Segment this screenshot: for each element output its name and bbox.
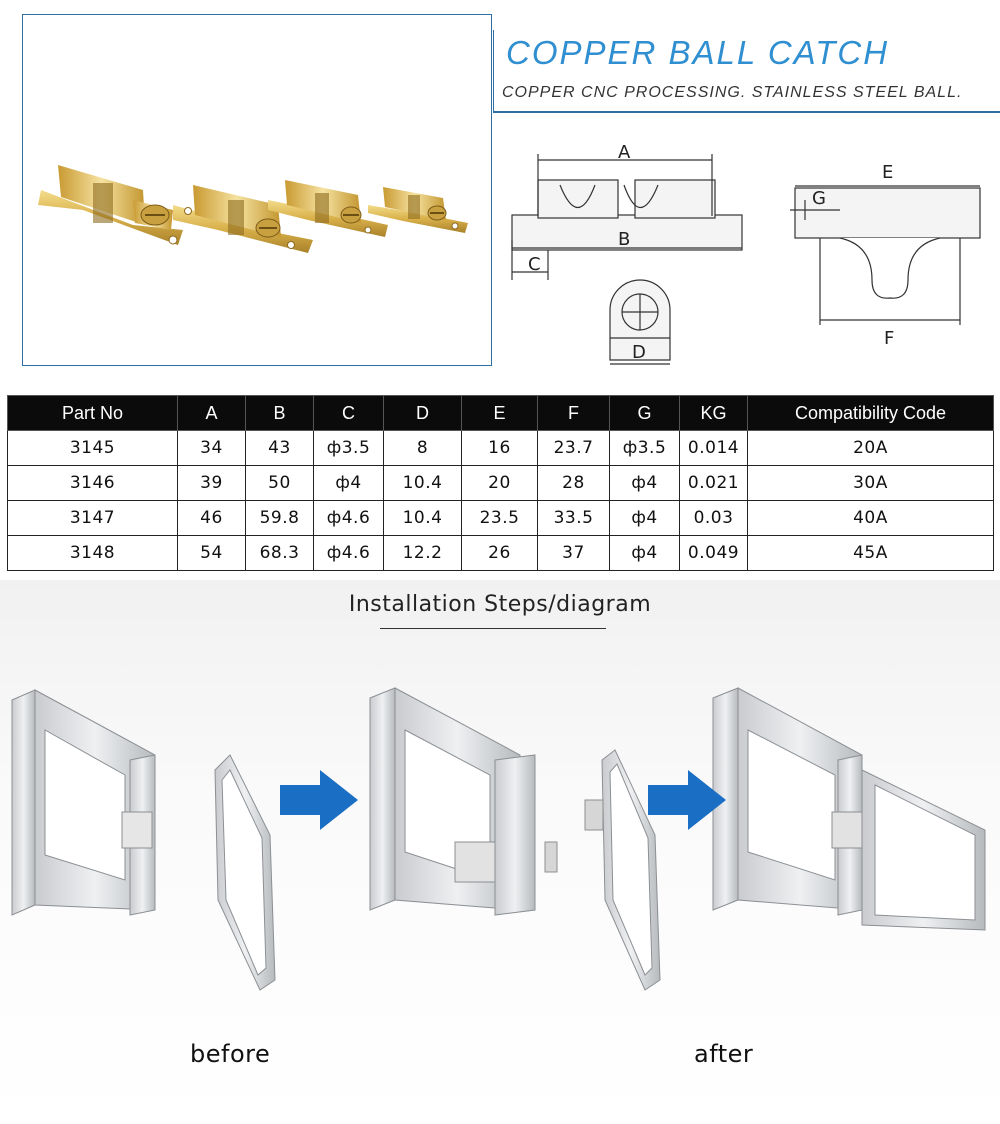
cell-compatibility-code: 40A (748, 501, 994, 536)
table-row (8, 431, 994, 466)
title-underline (493, 111, 1000, 113)
cell-b: 68.3 (246, 536, 314, 571)
dim-label-g: G (812, 188, 826, 209)
header-a: A (178, 396, 246, 431)
cell-e: 16 (462, 431, 538, 466)
aluminium-frame-step1 (12, 690, 155, 915)
cell-c: ф3.5 (314, 431, 384, 466)
door-panel-step1 (215, 755, 275, 990)
cell-b: 59.8 (246, 501, 314, 536)
dim-label-a: A (618, 142, 631, 163)
product-title: COPPER BALL CATCH (506, 34, 890, 71)
cell-kg: 0.021 (680, 466, 748, 501)
spec-table (7, 395, 994, 571)
cell-c: ф4 (314, 466, 384, 501)
cell-compatibility-code: 20A (748, 431, 994, 466)
cell-a: 46 (178, 501, 246, 536)
cell-d: 12.2 (384, 536, 462, 571)
cell-part-no: 3148 (8, 536, 178, 571)
header-e: E (462, 396, 538, 431)
title-divider-vertical (493, 30, 494, 112)
cell-g: ф4 (610, 536, 680, 571)
table-row (8, 501, 994, 536)
table-row (8, 536, 994, 571)
cell-d: 10.4 (384, 466, 462, 501)
header-compatibility-code: Compatibility Code (748, 396, 994, 431)
cell-part-no: 3147 (8, 501, 178, 536)
cell-kg: 0.049 (680, 536, 748, 571)
header-g: G (610, 396, 680, 431)
cell-g: ф4 (610, 501, 680, 536)
arrow-step1 (280, 770, 358, 830)
header-part-no: Part No (8, 396, 178, 431)
caption-before: before (190, 1040, 271, 1068)
dim-label-f: F (884, 328, 895, 349)
dim-label-e: E (882, 162, 894, 183)
cell-a: 39 (178, 466, 246, 501)
door-panel-step2 (545, 750, 660, 990)
header-d: D (384, 396, 462, 431)
header-kg: KG (680, 396, 748, 431)
cell-g: ф4 (610, 466, 680, 501)
installation-title: Installation Steps/diagram (348, 592, 652, 617)
spec-table-header-row (8, 396, 994, 431)
cell-e: 20 (462, 466, 538, 501)
cell-a: 54 (178, 536, 246, 571)
aluminium-frame-step2 (370, 688, 535, 915)
side-view-drawing (512, 154, 742, 280)
cell-g: ф3.5 (610, 431, 680, 466)
cell-e: 23.5 (462, 501, 538, 536)
product-header-section (0, 0, 1000, 380)
header-f: F (538, 396, 610, 431)
cell-e: 26 (462, 536, 538, 571)
cell-part-no: 3145 (8, 431, 178, 466)
cell-d: 8 (384, 431, 462, 466)
cell-c: ф4.6 (314, 501, 384, 536)
cell-f: 23.7 (538, 431, 610, 466)
header-c: C (314, 396, 384, 431)
dim-label-d: D (632, 342, 646, 363)
cell-compatibility-code: 45A (748, 536, 994, 571)
cell-b: 50 (246, 466, 314, 501)
dimension-drawings (500, 120, 1000, 380)
cell-f: 28 (538, 466, 610, 501)
cell-kg: 0.014 (680, 431, 748, 466)
table-row (8, 466, 994, 501)
cell-c: ф4.6 (314, 536, 384, 571)
brass-catches-photo (23, 15, 492, 366)
cell-f: 37 (538, 536, 610, 571)
dim-label-b: B (618, 229, 631, 250)
brass-catch-large (38, 165, 183, 245)
cell-b: 43 (246, 431, 314, 466)
cell-f: 33.5 (538, 501, 610, 536)
cell-compatibility-code: 30A (748, 466, 994, 501)
cell-d: 10.4 (384, 501, 462, 536)
product-photo-frame (22, 14, 492, 366)
installation-diagram (0, 580, 1000, 1124)
dim-label-c: C (528, 254, 541, 275)
header-b: B (246, 396, 314, 431)
cell-part-no: 3146 (8, 466, 178, 501)
cell-kg: 0.03 (680, 501, 748, 536)
installation-title-underline (380, 628, 606, 629)
caption-after: after (694, 1040, 754, 1068)
installation-section (0, 580, 1000, 1124)
cell-a: 34 (178, 431, 246, 466)
product-subtitle: COPPER CNC PROCESSING. STAINLESS STEEL BALL. (502, 84, 963, 101)
aluminium-frame-after (713, 688, 985, 930)
